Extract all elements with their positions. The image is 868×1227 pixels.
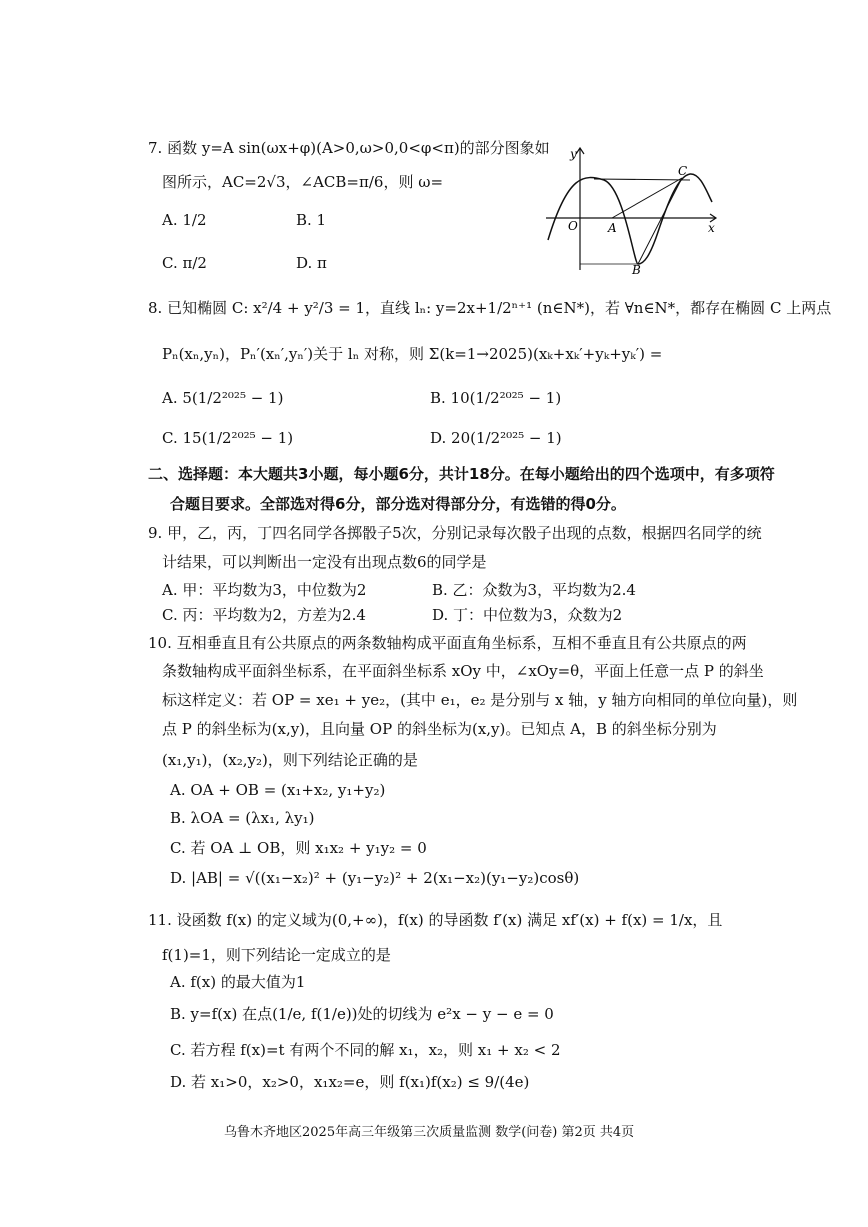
q7-sine-graph [540, 140, 720, 275]
q8-option-b: B. 10(1/2²⁰²⁵ − 1) [430, 389, 562, 407]
q11-option-d: D. 若 x₁>0，x₂>0，x₁x₂=e，则 f(x₁)f(x₂) ≤ 9/(4e) [170, 1073, 530, 1091]
q10-option-b: B. λOA = (λx₁, λy₁) [170, 809, 315, 827]
graph-label-y: y [570, 147, 577, 161]
section2-heading-line1: 二、选择题：本大题共3小题，每小题6分，共计18分。在每小题给出的四个选项中，有多项符 [148, 465, 775, 483]
q9-stem-line2: 计结果，可以判断出一定没有出现点数6的同学是 [162, 553, 487, 571]
q11-option-c: C. 若方程 f(x)=t 有两个不同的解 x₁，x₂，则 x₁ + x₂ < 2 [170, 1041, 561, 1059]
q8-option-c: C. 15(1/2²⁰²⁵ − 1) [162, 429, 294, 447]
q9-option-a: A. 甲：平均数为3，中位数为2 [162, 581, 367, 599]
q11-stem-line2: f(1)=1，则下列结论一定成立的是 [162, 946, 391, 964]
graph-label-c: C [678, 164, 688, 178]
q10-option-c: C. 若 OA ⊥ OB，则 x₁x₂ + y₁y₂ = 0 [170, 839, 427, 857]
q10-option-a: A. OA + OB = (x₁+x₂, y₁+y₂) [170, 781, 386, 799]
q9-stem-line1: 9. 甲，乙，丙，丁四名同学各掷骰子5次，分别记录每次骰子出现的点数，根据四名同学的统 [148, 524, 762, 542]
q7-stem-line1: 7. 函数 y=A sin(ωx+φ)(A>0,ω>0,0<φ<π)的部分图象如 [148, 139, 550, 157]
graph-label-x: x [708, 221, 715, 235]
q7-option-d: D. π [296, 254, 327, 272]
q7-option-b: B. 1 [296, 211, 327, 229]
q9-option-c: C. 丙：平均数为2，方差为2.4 [162, 606, 366, 624]
q10-stem-line5: (x₁,y₁)，(x₂,y₂)，则下列结论正确的是 [162, 751, 418, 769]
q9-option-b: B. 乙：众数为3，平均数为2.4 [432, 581, 636, 599]
q7-option-c: C. π/2 [162, 254, 207, 272]
graph-label-b: B [632, 263, 641, 275]
q11-option-a: A. f(x) 的最大值为1 [170, 973, 306, 991]
q10-option-d: D. |AB| = √((x₁−x₂)² + (y₁−y₂)² + 2(x₁−x₂)(y₁−y₂)cosθ) [170, 869, 580, 887]
q7-stem-line2: 图所示，AC=2√3，∠ACB=π/6，则 ω= [162, 173, 444, 191]
q8-stem-line1: 8. 已知椭圆 C: x²/4 + y²/3 = 1，直线 lₙ: y=2x+1/2ⁿ⁺¹ (n∈N*)，若 ∀n∈N*，都存在椭圆 C 上两点 [148, 299, 832, 317]
q10-stem-line4: 点 P 的斜坐标为(x,y)，且向量 OP 的斜坐标为(x,y)。已知点 A，B 的斜坐标分别为 [162, 720, 717, 738]
q11-option-b: B. y=f(x) 在点(1/e, f(1/e))处的切线为 e²x − y − e = 0 [170, 1005, 554, 1023]
graph-label-a: A [608, 221, 617, 235]
q10-stem-line1: 10. 互相垂直且有公共原点的两条数轴构成平面直角坐标系，互相不垂直且有公共原点的两 [148, 634, 747, 652]
graph-label-o: O [568, 219, 578, 233]
q11-stem-line1: 11. 设函数 f(x) 的定义域为(0,+∞)，f(x) 的导函数 f′(x) 满足 xf′(x) + f(x) = 1/x，且 [148, 911, 723, 929]
q8-stem-line2: Pₙ(xₙ,yₙ)，Pₙ′(xₙ′,yₙ′)关于 lₙ 对称，则 Σ(k=1→2025)(xₖ+xₖ′+yₖ+yₖ′) = [162, 345, 663, 363]
q9-option-d: D. 丁：中位数为3，众数为2 [432, 606, 623, 624]
q7-option-a: A. 1/2 [162, 211, 207, 229]
q8-option-d: D. 20(1/2²⁰²⁵ − 1) [430, 429, 562, 447]
section2-heading-line2: 合题目要求。全部选对得6分，部分选对得部分分，有选错的得0分。 [170, 495, 626, 513]
page-footer: 乌鲁木齐地区2025年高三年级第三次质量监测 数学(问卷) 第2页 共4页 [224, 1125, 635, 1140]
q8-option-a: A. 5(1/2²⁰²⁵ − 1) [162, 389, 284, 407]
q10-stem-line3: 标这样定义：若 OP = xe₁ + ye₂，(其中 e₁，e₂ 是分别与 x 轴，y 轴方向相同的单位向量)，则 [162, 691, 798, 709]
q10-stem-line2: 条数轴构成平面斜坐标系，在平面斜坐标系 xOy 中，∠xOy=θ，平面上任意一点 P 的斜坐 [162, 662, 764, 680]
